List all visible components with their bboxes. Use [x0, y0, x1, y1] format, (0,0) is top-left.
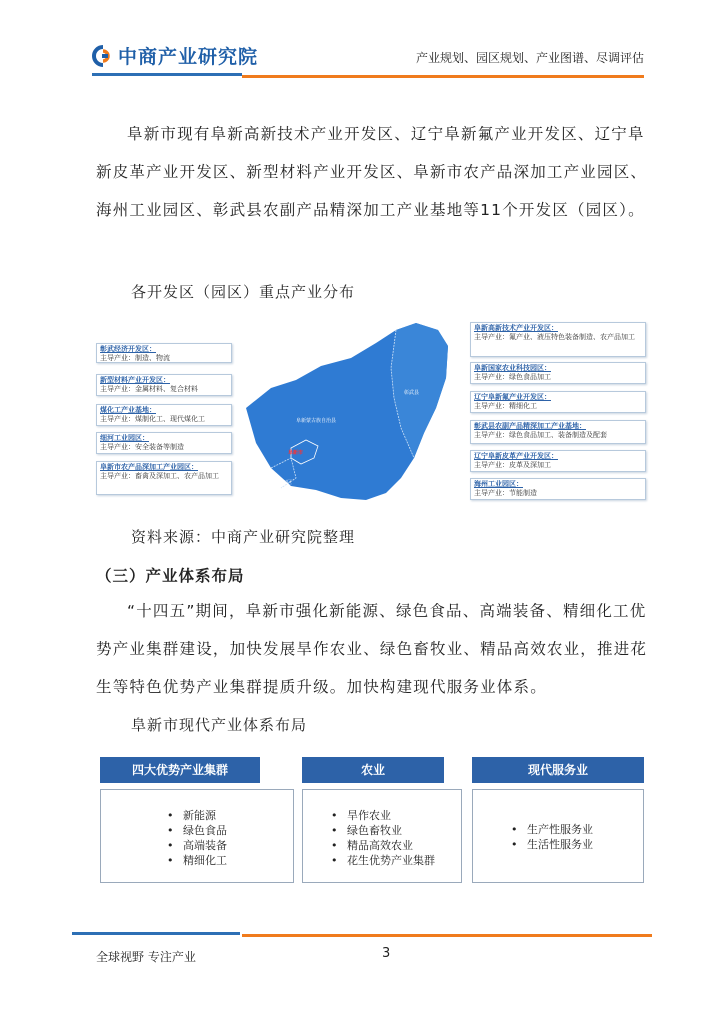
zone-industry: 主导产业：节能制造 [474, 489, 537, 497]
list-item: • 高端装备 [167, 838, 227, 853]
zone-box-left-5 [96, 461, 232, 495]
zone-box-left-1 [96, 343, 232, 363]
zone-name: 海州工业园区： [474, 480, 523, 488]
column-box [100, 789, 294, 883]
zone-industry: 主导产业：精细化工 [474, 402, 537, 410]
zone-name: 细河工业园区： [100, 434, 149, 442]
logo-text: 中商产业研究院 [118, 46, 259, 68]
zone-industry: 主导产业：金属材料、复合材料 [100, 385, 198, 393]
zone-name: 辽宁阜新氟产业开发区： [474, 393, 551, 401]
zone-box-left-3 [96, 404, 232, 426]
header-divider-orange [242, 75, 644, 78]
zone-industry: 主导产业：绿色食品加工 [474, 373, 551, 381]
list-item: • 精品高效农业 [331, 838, 435, 853]
paragraph-industry-system: “十四五”期间，阜新市强化新能源、绿色食品、高端装备、精细化工优势产业集群建设，加快发展旱作农业、绿色畜牧业、精品高效农业，推进花生等特色优势产业集群提质升级。加快构建现代服务业体系。 [96, 602, 648, 696]
zone-industry: 主导产业：畜禽及深加工、农产品加工 [100, 472, 219, 480]
item-list [331, 808, 435, 868]
item-list [511, 822, 593, 852]
zone-name: 新型材料产业开发区： [100, 376, 170, 384]
footer-divider-blue [72, 932, 240, 935]
zone-industry: 主导产业：煤制化工、现代煤化工 [100, 415, 205, 423]
map-label-main: 阜新蒙古族自治县 [296, 418, 337, 424]
map-label-sw: 清河门区 [272, 480, 293, 486]
industry-system-diagram [100, 757, 644, 885]
footer-slogan: 全球视野 专注产业 [96, 950, 196, 964]
column-header: 农业 [302, 757, 444, 783]
zone-box-right-4 [470, 420, 646, 444]
item-list [167, 808, 227, 868]
zone-box-left-4 [96, 432, 232, 454]
zone-box-right-5 [470, 450, 646, 472]
zone-name: 辽宁阜新皮革产业开发区： [474, 452, 558, 460]
figure-source: 资料来源：中商产业研究院整理 [131, 528, 356, 546]
map-label-city: 阜新市 [288, 450, 304, 456]
zone-box-right-3 [470, 391, 646, 413]
zone-box-right-2 [470, 362, 646, 384]
page-header [0, 0, 724, 80]
zone-name: 阜新市农产品深加工产业园区： [100, 463, 198, 471]
page-number: 3 [382, 946, 391, 961]
zone-industry: 主导产业：安全装备等制造 [100, 443, 184, 451]
zone-box-left-2 [96, 374, 232, 396]
zone-industry: 主导产业：皮革及深加工 [474, 461, 551, 469]
logo-icon [92, 45, 114, 67]
zone-industry: 主导产业：制造、物流 [100, 354, 170, 362]
column-header: 现代服务业 [472, 757, 644, 783]
column-box [472, 789, 644, 883]
zone-name: 彰武县农副产品精深加工产业基地： [474, 422, 586, 430]
list-item: • 生活性服务业 [511, 837, 593, 852]
header-divider-blue [92, 73, 242, 76]
list-item: • 旱作农业 [331, 808, 435, 823]
zone-name: 彰武经济开发区： [100, 345, 156, 353]
list-item: • 绿色畜牧业 [331, 823, 435, 838]
list-item: • 精细化工 [167, 853, 227, 868]
list-item: • 新能源 [167, 808, 227, 823]
list-item: • 花生优势产业集群 [331, 853, 435, 868]
column-header: 四大优势产业集群 [100, 757, 260, 783]
column-box [302, 789, 462, 883]
zone-name: 阜新国家农业科技园区： [474, 364, 551, 372]
list-item: • 绿色食品 [167, 823, 227, 838]
zone-map-figure [96, 318, 646, 513]
map-label-east: 彰武县 [404, 390, 420, 396]
figure-caption-system: 阜新市现代产业体系布局 [131, 716, 308, 734]
zone-name: 煤化工产业基地： [100, 406, 156, 414]
zone-box-right-6 [470, 478, 646, 500]
zone-industry: 主导产业：氟产业、液压特色装备制造、农产品加工 [474, 333, 635, 341]
zone-box-right-1 [470, 322, 646, 357]
footer-divider-orange [242, 934, 652, 937]
list-item: • 生产性服务业 [511, 822, 593, 837]
zone-industry: 主导产业：绿色食品加工、装备制造及配套 [474, 431, 607, 439]
figure-caption-zones: 各开发区（园区）重点产业分布 [131, 283, 356, 301]
zone-name: 阜新高新技术产业开发区： [474, 324, 558, 332]
section-heading: （三）产业体系布局 [96, 567, 245, 585]
paragraph-development-zones: 阜新市现有阜新高新技术产业开发区、辽宁阜新氟产业开发区、辽宁阜新皮革产业开发区、新型材料产业开发区、阜新市农产品深加工产业园区、海州工业园区、彰武县农副产品精深加工产业基地等11个开发区（园区）。 [96, 125, 648, 219]
header-tagline: 产业规划、园区规划、产业图谱、尽调评估 [415, 51, 644, 65]
logo [92, 42, 258, 69]
